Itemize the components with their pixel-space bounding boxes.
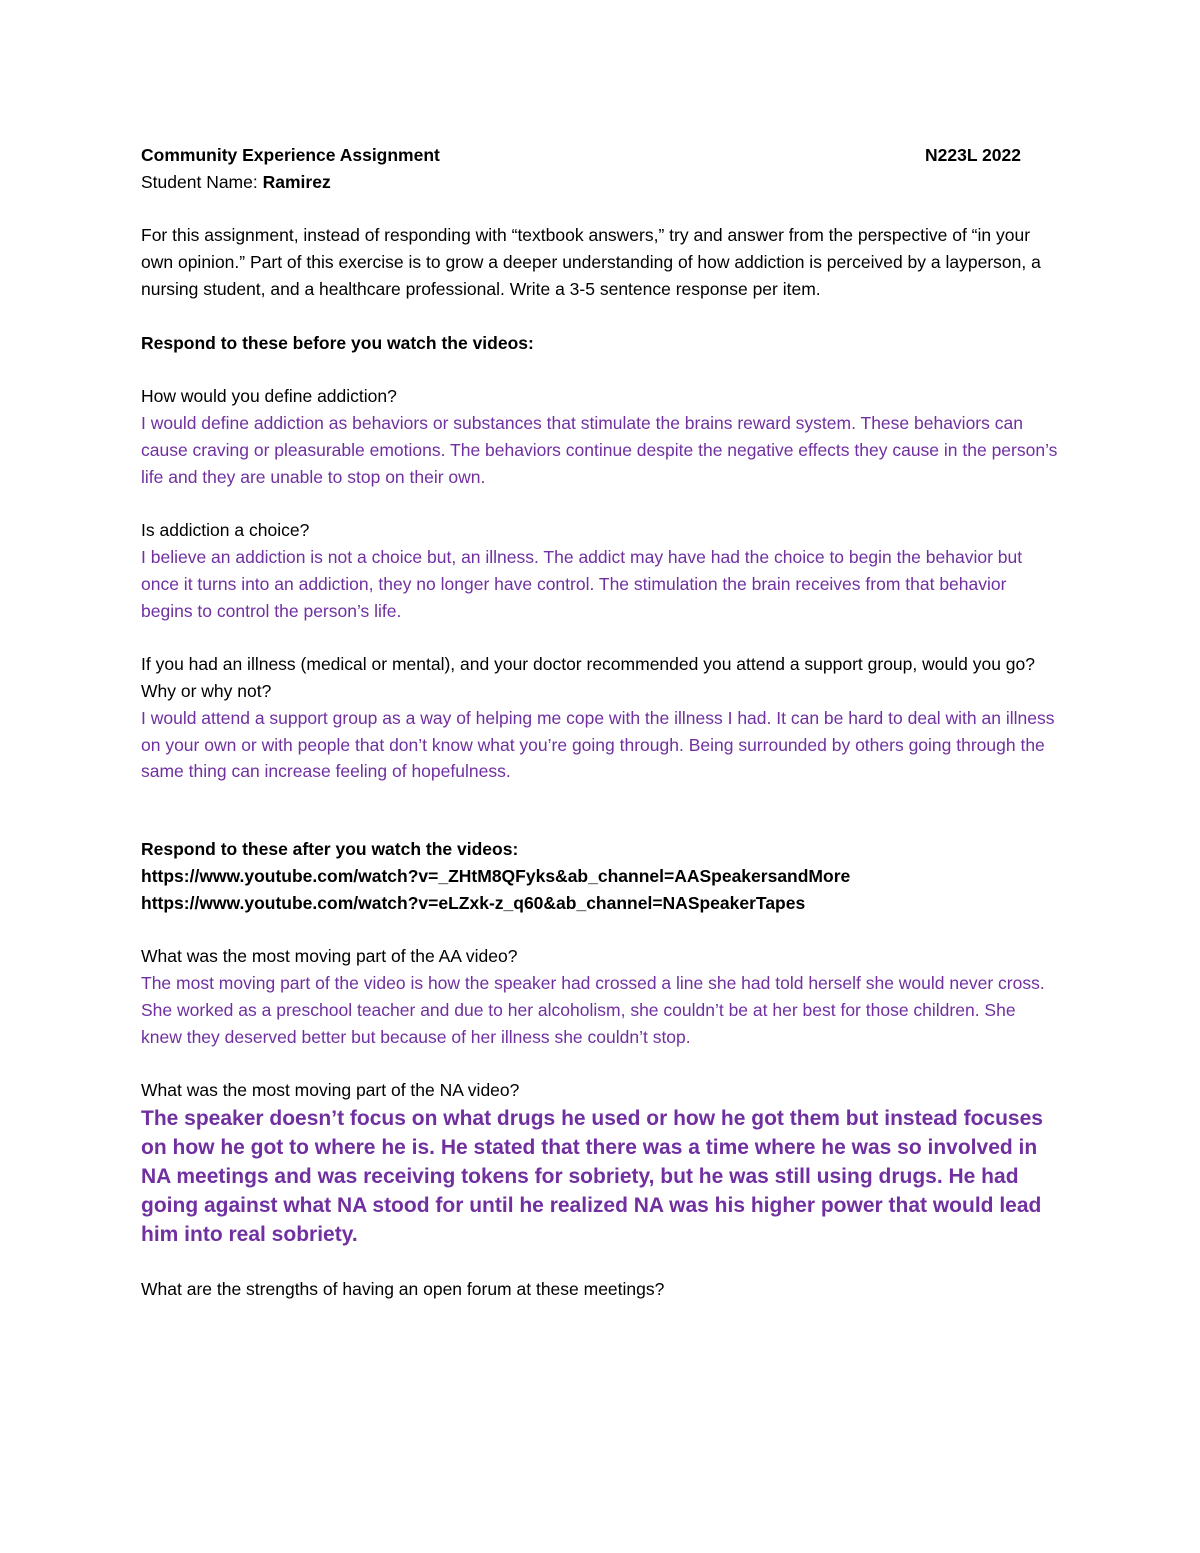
student-name-line [141,169,1061,196]
question-open-forum: What are the strengths of having an open forum at these meetings? [141,1278,665,1299]
before-section-heading: Respond to these before you watch the videos: [141,332,534,353]
answer-addiction-choice: I believe an addiction is not a choice but, an illness. The addict may have had the choice to begin the behavior but once it turns into an addiction, they no longer have control. The stimulation the brain receives from that behavior begins to control the person’s life. [141,546,1023,621]
question-addiction-choice: Is addiction a choice? [141,520,310,541]
question-define-addiction: How would you define addiction? [141,386,397,407]
question-na-video: What was the most moving part of the NA video? [141,1080,520,1101]
question-aa-video: What was the most moving part of the AA video? [141,946,518,967]
answer-na-video: The speaker doesn’t focus on what drugs he used or how he got them but instead focuses on how he got to where he is. He stated that there was a time where he was so involved in NA meetings and was receiving tokens for sobriety, but he was still using drugs. He had going against what NA stood for until he realized NA was his higher power that would lead him into real sobriety. [141,1107,1043,1247]
assignment-title: Community Experience Assignment [141,145,440,165]
instructions: For this assignment, instead of responding with “textbook answers,” try and answer from the perspective of “in your own opinion.” Part of this exercise is to grow a deeper understanding of how addiction is perceived by a layperson, a nursing student, and a healthcare professional. Write a 3-5 sentence response per item. [141,225,1041,299]
course-code: N223L 2022 [924,145,1021,165]
document-body [141,142,1061,1303]
question-support-group: If you had an illness (medical or mental), and your doctor recommended you attend a support group, would you go? Why or why not? [141,654,1035,701]
header-row [141,142,1021,169]
answer-support-group: I would attend a support group as a way of helping me cope with the illness I had. It can be hard to deal with an illness on your own or with people that don’t know what you’re going through. Being surrounded by others going through the same thing can increase feeling of hopefulness. [141,707,1055,782]
aa-video-link[interactable]: https://www.youtube.com/watch?v=_ZHtM8QFyks&ab_channel=AASpeakersandMore [141,865,851,886]
answer-define-addiction: I would define addiction as behaviors or substances that stimulate the brains reward system. These behaviors can cause craving or pleasurable emotions. The behaviors continue despite the negative effects they cause in the person’s life and they are unable to stop on their own. [141,412,1058,487]
student-name: Ramirez [262,171,331,192]
after-section-heading: Respond to these after you watch the videos: [141,839,519,860]
student-name-label: Student Name: [141,171,258,192]
na-video-link[interactable]: https://www.youtube.com/watch?v=eLZxk-z_q60&ab_channel=NASpeakerTapes [141,892,806,913]
answer-aa-video: The most moving part of the video is how the speaker had crossed a line she had told herself she would never cross. She worked as a preschool teacher and due to her alcoholism, she couldn’t be at her best for those children. She knew they deserved better but because of her illness she couldn’t stop. [141,973,1045,1047]
